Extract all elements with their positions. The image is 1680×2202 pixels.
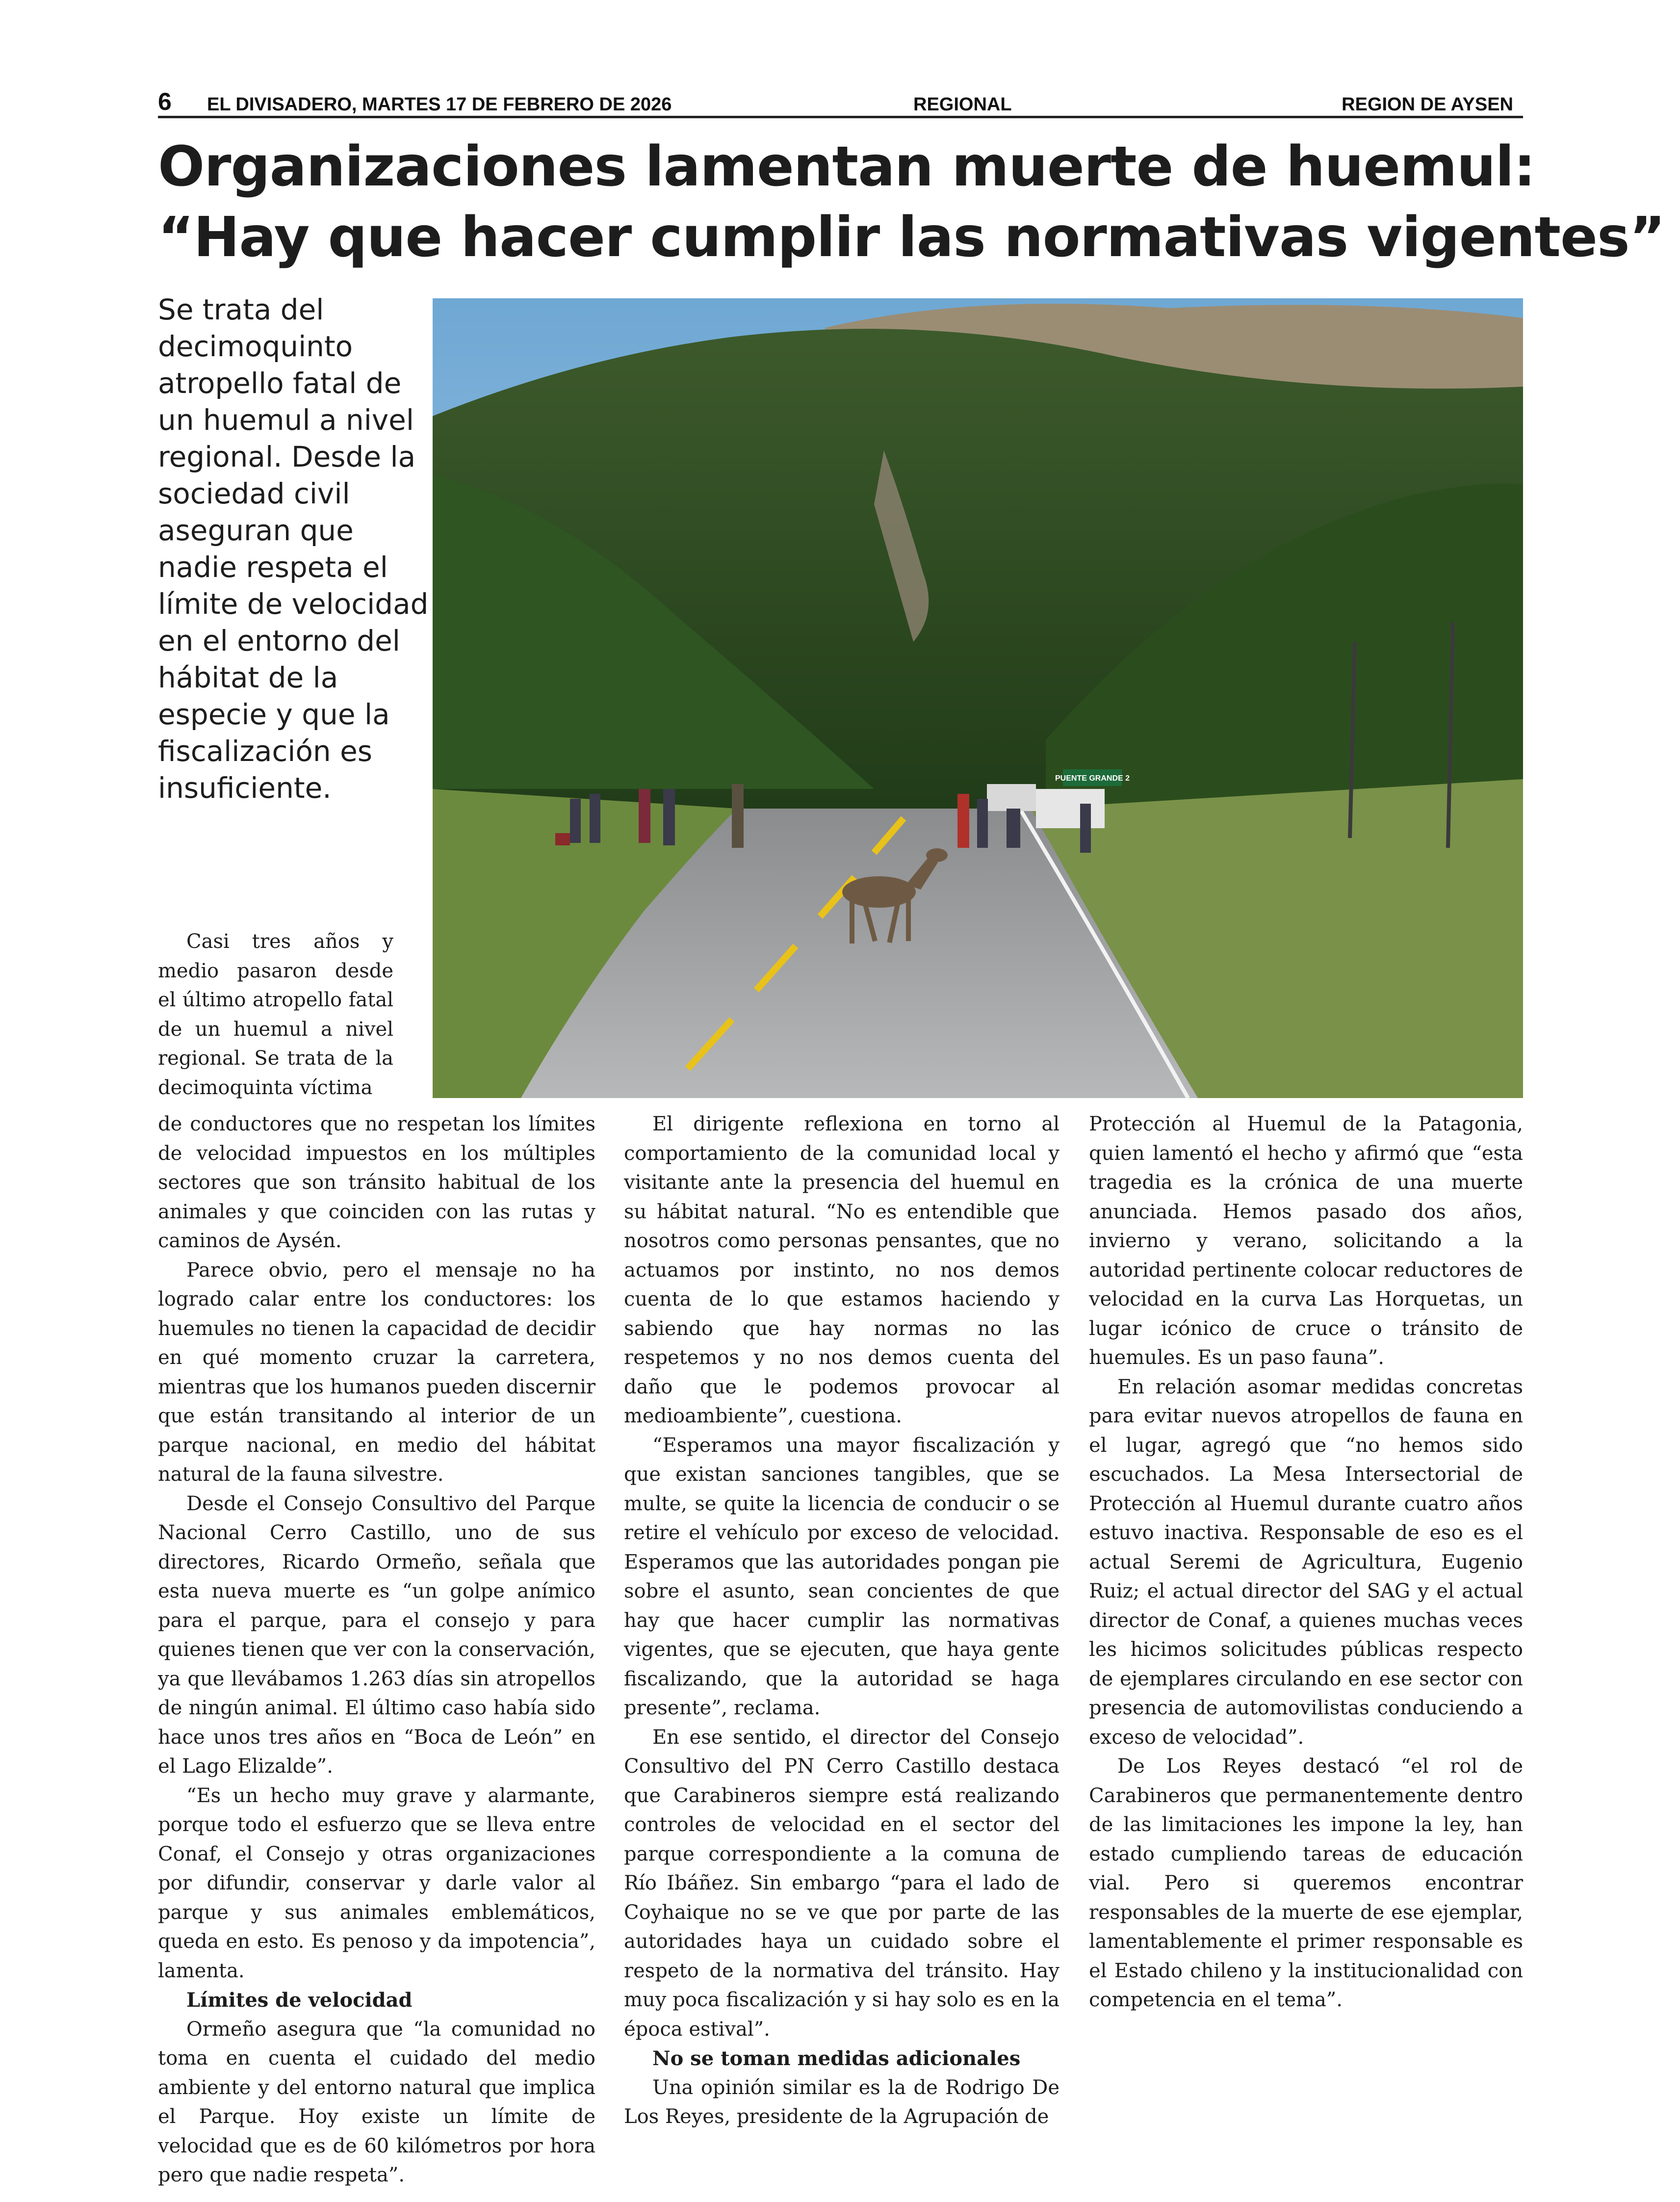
paragraph-9b: Protección al Huemul de la Patagonia, quien lamentó el hecho y afirmó que “esta tragedia es la crónica de una muerte anunciada. Hemos pasado dos años, invierno y verano, solicitando a la autoridad pertinente colocar reductores de velocidad en la curva Las Horquetas, un lugar icónico de cruce o tránsito de huemules. Es un paso fauna”. xyxy=(1089,1113,1523,1369)
paragraph-4: “Es un hecho muy grave y alarmante, porque todo el esfuerzo que se lleva entre Conaf, el Consejo y otras organizaciones por difundir, conservar y darle valor al parque y sus animales emblemáticos, queda en esto. Es penoso y da impotencia”, lamenta. xyxy=(158,1784,595,1982)
paragraph-5: Ormeño asegura que “la comunidad no toma en cuenta el cuidado del medio ambiente y del entorno natural que implica el Parque. Hoy existe un límite de velocidad que es de 60 kilómetros por hora pero que nadie respeta”. xyxy=(158,2018,595,2186)
lead-text: Se trata del decimoquinto atropello fatal de un huemul a nivel regional. Desde la sociedad civil aseguran que nadie respeta el límite de velocidad en el entorno del hábitat de la especie y que la fiscalización es insuficiente. xyxy=(158,293,429,805)
paragraph-2: Parece obvio, pero el mensaje no ha logrado calar entre los conductores: los huemules no tienen la capacidad de decidir en qué momento cruzar la carretera, mientras que los humanos pueden discernir que están transitando al interior de un parque nacional, en medio del hábitat natural de la fauna silvestre. xyxy=(158,1258,595,1486)
parked-car xyxy=(987,784,1036,811)
paragraph-6: El dirigente reflexiona en torno al comportamiento de la comunidad local y visitante ante la presencia del huemul en su hábitat natural. “No es entendible que nosotros como personas pensantes, que no actuamos por instinto, no nos demos cuenta de lo que estamos haciendo y sabiendo que hay normas no las respetemos y no nos demos cuenta del daño que le podemos provocar al medioambiente”, cuestiona. xyxy=(624,1113,1060,1427)
article-column-1-top xyxy=(158,927,393,1102)
article-column-2 xyxy=(624,1110,1060,2132)
page-number: 6 xyxy=(158,88,172,115)
white-pickup xyxy=(1036,789,1105,828)
paragraph-10: En relación asomar medidas concretas para evitar nuevos atropellos de fauna en el lugar, agregó que “no hemos sido escuchados. La Mesa Intersectorial de Protección al Huemul durante cuatro años estuvo inactiva. Responsable de eso es el actual Seremi de Agricultura, Eugenio Ruiz; el actual director del SAG y el actual director de Conaf, a quienes muchas veces les hicimos solicitudes públicas respecto de ejemplares circulando en ese sector con presencia de automovilistas conduciendo a exceso de velocidad”. xyxy=(1089,1375,1523,1749)
paragraph-7: “Esperamos una mayor fiscalización y que existan sanciones tangibles, que se multe, se quite la licencia de conducir o se retire el vehículo por exceso de velocidad. Esperamos que las autoridades pongan pie sobre el asunto, sean concientes de que hay que hacer cumplir las normativas vigentes, que se ejecuten, que haya gente fiscalizando, que la autoridad se haga presente”, reclama. xyxy=(624,1434,1060,1719)
masthead-date: EL DIVISADERO, MARTES 17 DE FEBRERO DE 2026 xyxy=(207,94,672,115)
article-column-3 xyxy=(1089,1110,1523,2015)
page-header xyxy=(158,88,1523,118)
paragraph-11: De Los Reyes destacó “el rol de Carabineros que permanentemente dentro de las limitaciones les impone la ley, han estado cumpliendo tareas de educación vial. Pero si queremos encontrar responsables de la muerte de ese ejemplar, lamentablemente el primer responsable es el Estado chileno y la institucionalidad con competencia en el tema”. xyxy=(1089,1755,1523,2011)
section-label: REGIONAL xyxy=(913,94,1012,115)
road-sign-text: PUENTE GRANDE 2 xyxy=(1055,774,1130,783)
paragraph-1a: Casi tres años y medio pasaron desde el último atropello fatal de un huemul a nivel regional. Se trata de la decimoquinta víctima xyxy=(158,930,393,1099)
paragraph-8: En ese sentido, el director del Consejo Consultivo del PN Cerro Castillo destaca que Carabineros siempre está realizando controles de velocidad en el sector del parque correspondiente a la comuna de Río Ibáñez. Sin embargo “para el lado de Coyhaique no se ve que por parte de las autoridades haya un cuidado sobre el respeto de la normativa del tránsito. Hay muy poca fiscalización y si hay solo es en la época estival”. xyxy=(624,1726,1060,2041)
subheading-speed-limits: Límites de velocidad xyxy=(186,1989,413,2012)
huemul-road-photo xyxy=(433,298,1523,1098)
paragraph-3: Desde el Consejo Consultivo del Parque Nacional Cerro Castillo, uno de sus directores, Ricardo Ormeño, señala que esta nueva muerte es “un golpe anímico para el parque, para el consejo y para quienes tienen que ver con la conservación, ya que llevábamos 1.263 días sin atropellos de ningún animal. El último caso había sido hace unos tres años en “Boca de León” en el Lago Elizalde”. xyxy=(158,1492,595,1778)
subheading-no-measures: No se toman medidas adicionales xyxy=(652,2047,1021,2070)
article-column-1 xyxy=(158,1110,595,2190)
header-rule xyxy=(158,116,1523,118)
lead-summary xyxy=(158,291,433,807)
headline-line-1: Organizaciones lamentan muerte de huemul: xyxy=(158,135,1535,199)
paragraph-1b: de conductores que no respetan los límites de velocidad impuestos en los múltiples sectores que son tránsito habitual de los animales y que coinciden con las rutas y caminos de Aysén. xyxy=(158,1113,595,1252)
region-label: REGION DE AYSEN xyxy=(1342,94,1513,115)
paragraph-9a: Una opinión similar es la de Rodrigo De Los Reyes, presidente de la Agrupación de xyxy=(624,2076,1060,2128)
headline-line-2: “Hay que hacer cumplir las normativas vigentes” xyxy=(158,206,1665,269)
headline xyxy=(158,131,1665,273)
